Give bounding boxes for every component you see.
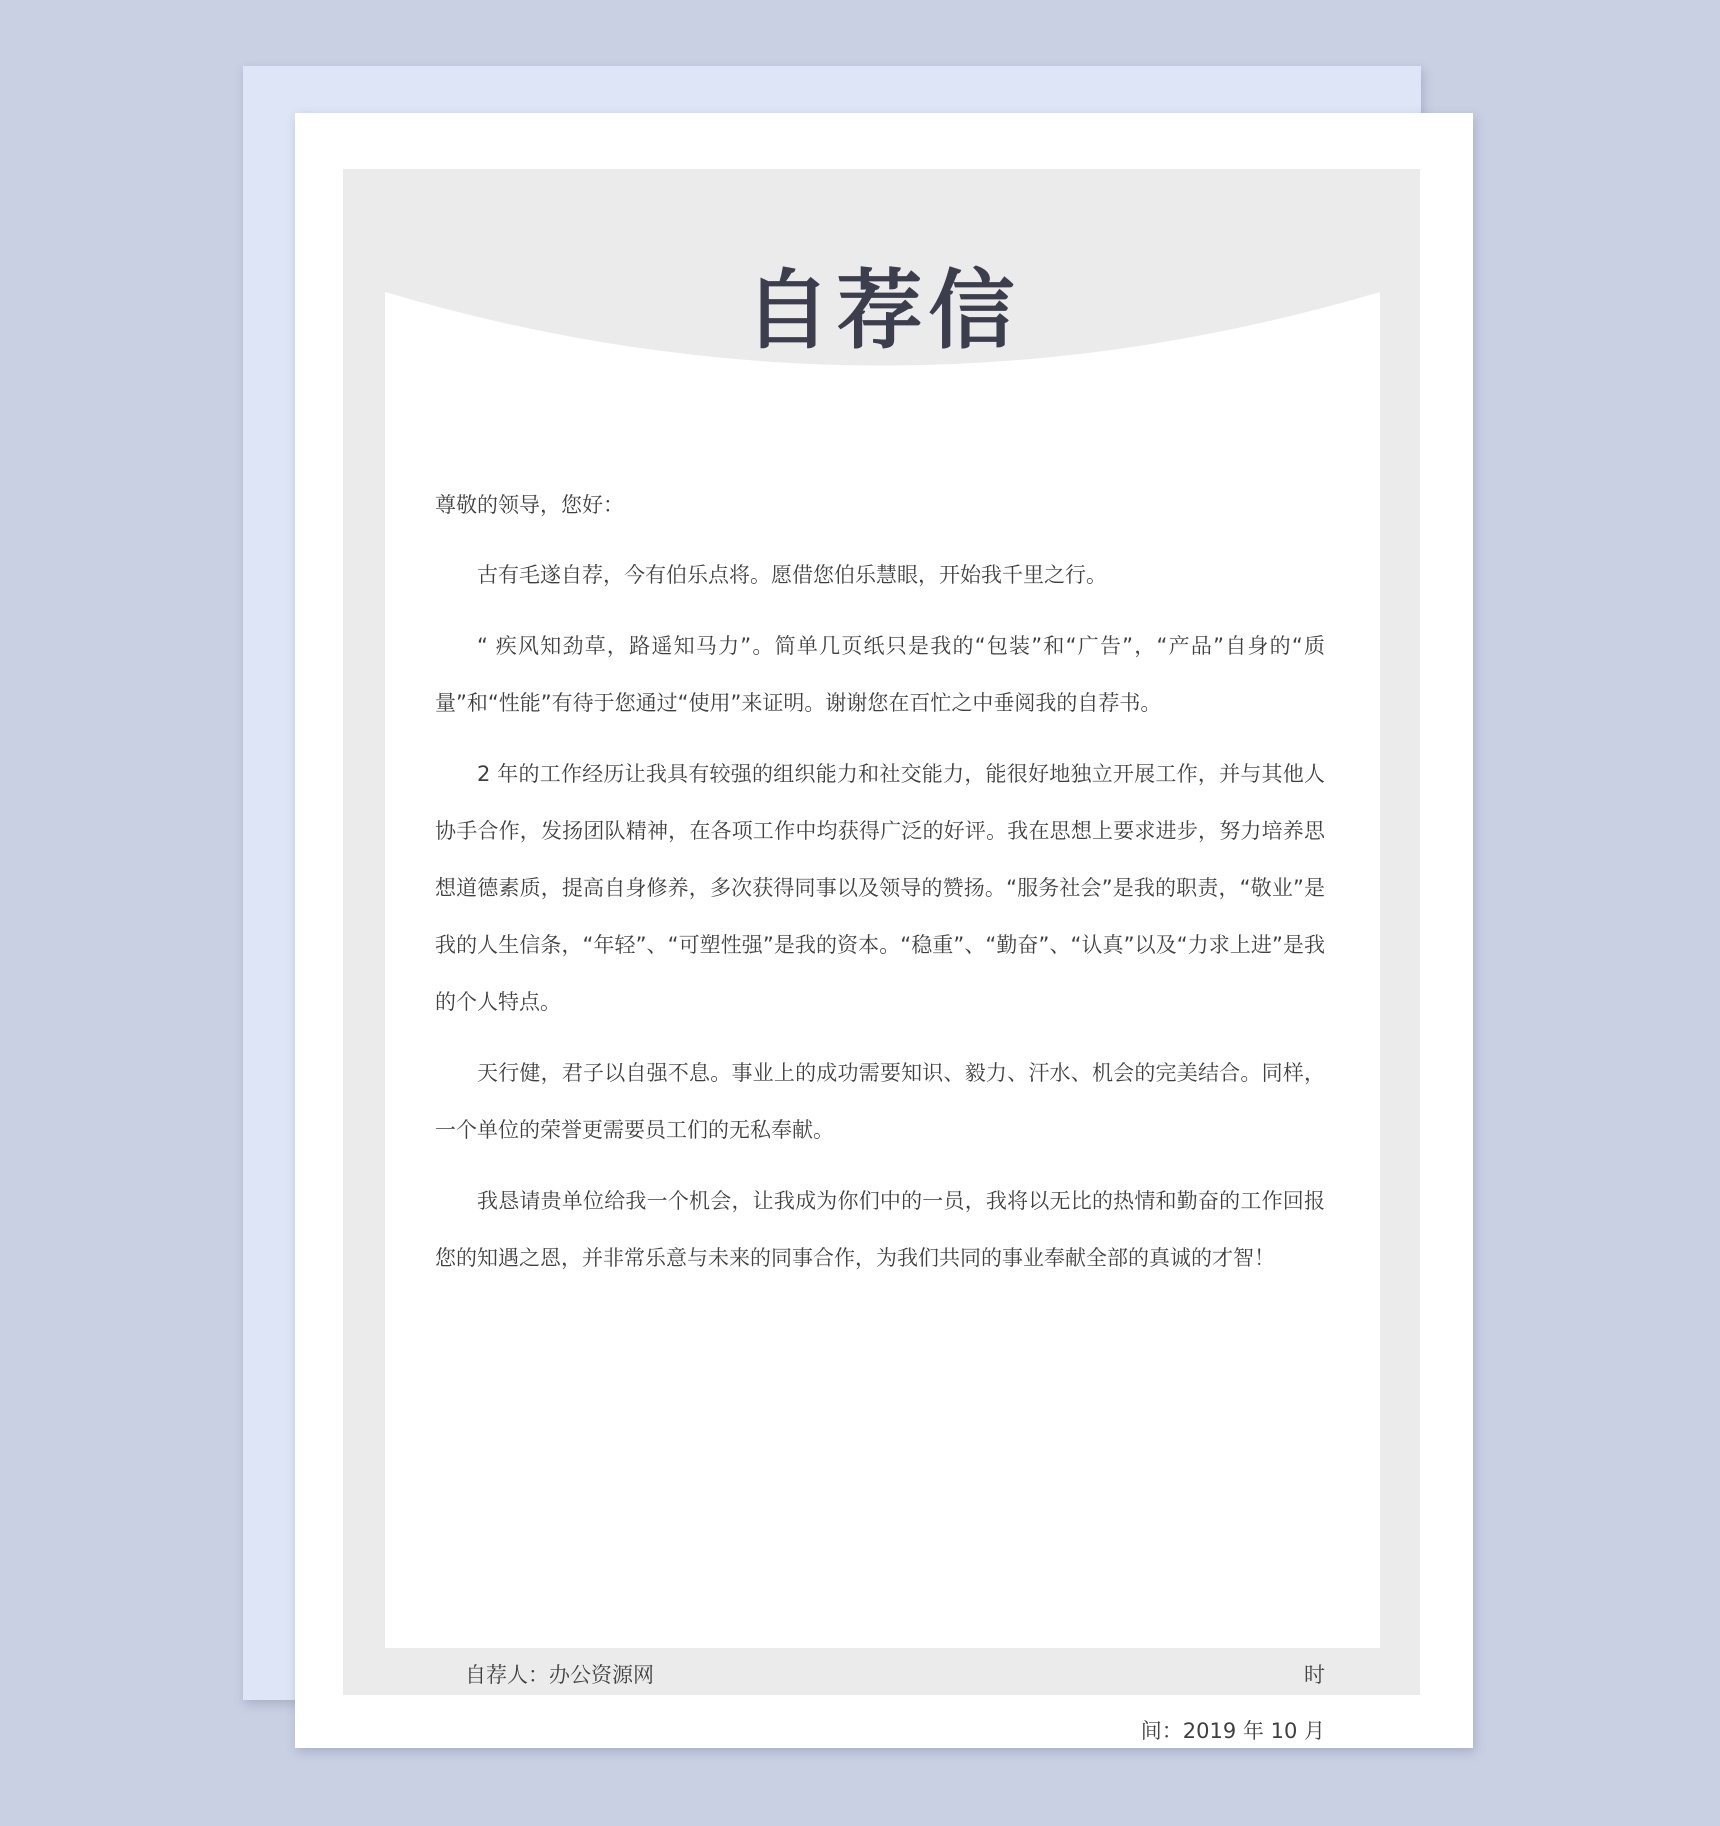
document-page (295, 113, 1473, 1748)
letter-body (435, 477, 1325, 1743)
paragraph: 古有毛遂自荐，今有伯乐点将。愿借您伯乐慧眼，开始我千里之行。 (477, 563, 1107, 587)
page-frame (343, 169, 1420, 1743)
page-title: 自荐信 (744, 261, 1021, 361)
greeting: 尊敬的领导，您好： (435, 493, 624, 517)
paragraph: 我恳请贵单位给我一个机会，让我成为你们中的一员，我将以无比的热情和勤奋的工作回报您的知遇之恩，并非常乐意与未来的同事合作，为我们共同的事业奉献全部的真诚的才智！ (435, 1189, 1325, 1270)
signature: 自荐人：办公资源网 (465, 1663, 654, 1687)
date: 间：2019 年 10 月 (1140, 1719, 1325, 1743)
time-label: 时 (1304, 1663, 1325, 1687)
paragraph: 天行健，君子以自强不息。事业上的成功需要知识、毅力、汗水、机会的完美结合。同样，一个单位的荣誉更需要员工们的无私奉献。 (435, 1061, 1325, 1142)
paragraph: “ 疾风知劲草，路遥知马力”。简单几页纸只是我的“包装”和“广告”，“产品”自身的“质量”和“性能”有待于您通过“使用”来证明。谢谢您在百忙之中垂阅我的自荐书。 (435, 634, 1325, 715)
paragraph: 2 年的工作经历让我具有较强的组织能力和社交能力，能很好地独立开展工作，并与其他人协手合作，发扬团队精神，在各项工作中均获得广泛的好评。我在思想上要求进步，努力培养思想道德素质，提高自身修养，多次获得同事以及领导的赞扬。“服务社会”是我的职责，“敬业”是我的人生信条，“年轻”、“可塑性强”是我的资本。“稳重”、“勤奋”、“认真”以及“力求上进”是我的个人特点。 (435, 762, 1325, 1014)
letter-card (385, 169, 1380, 1743)
